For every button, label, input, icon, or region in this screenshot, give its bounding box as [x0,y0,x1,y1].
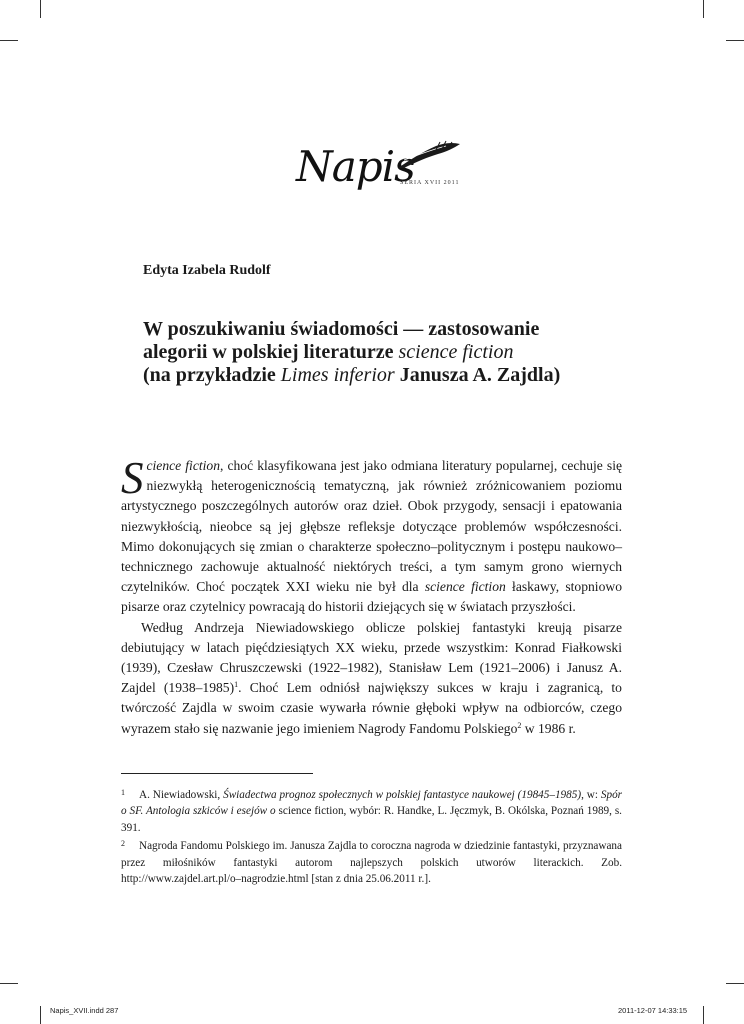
italic-term: cience fiction [146,458,221,473]
footnote-number: 2 [121,839,125,849]
footnote-1 [121,785,622,836]
slug-filename: Napis_XVII.indd 287 [50,1006,119,1015]
article-title [143,318,643,387]
drop-cap: S [121,453,144,503]
footnote-ref-2[interactable]: 2 [517,720,522,730]
crop-mark [703,0,704,18]
crop-mark [40,0,41,18]
footnote-text: science fiction, wybór: R. Handke, L. Jęczmyk, B. Okólska, Poznań 1989, s. 391. [121,805,622,834]
logo-wordmark: Napis [296,142,415,191]
paragraph-1 [121,453,622,618]
paragraph-text: . Choć Lem odniósł największy sukces w kraju i zagranicą, to twórczość Zajdla w swoim czasie wywarła równie głęboki wpływ na odbiorców, czego wyrazem stało się nazwanie jego imieniem Nagrody Fandomu Polskiego [121,680,622,736]
footnotes [121,785,622,887]
italic-term: science fiction [424,579,506,595]
footnote-number: 1 [121,788,125,797]
footnote-italic: Spór o SF. Antologia szkiców i esejów o [121,789,623,818]
article-body [121,453,622,739]
crop-mark [726,983,744,984]
footnote-divider [121,773,313,774]
paragraph-text: Według Andrzeja Niewiadowskiego oblicze polskiej fantastyki kreują pisarze debiutujący w latach pięćdziesiątych XX wieku, przede wszystkim: Konrad Fiałkowski (1939), Czesław Chruszczewski (1922–1982), Stanisław Lem (1921–2006) i Janusz A. Zajdel (1938–1985) [121,619,622,696]
title-italic-term: science fiction [398,341,514,363]
paragraph-2 [121,618,622,739]
author-name: Edyta Izabela Rudolf [143,263,271,278]
footnote-italic: Świadectwa prognoz społecznych w polskiej fantastyce naukowej (19845–1985) [223,789,582,801]
journal-logo [292,138,462,204]
crop-mark [0,983,18,984]
title-line-3-end: Janusza A. Zajdla) [394,364,561,386]
crop-mark [726,40,744,41]
crop-mark [40,1006,41,1024]
title-italic-work: Limes inferior [280,364,395,386]
crop-mark [703,1006,704,1024]
footnote-text: A. Niewiadowski, [139,789,224,801]
quill-icon [396,138,462,172]
paragraph-text: łaskawy, stopniowo pisarze oraz czytelnicy powracają do historii dziejących się w światach przyszłości. [121,579,622,615]
footnote-text: , w: [581,789,601,801]
crop-mark [0,40,18,41]
title-line-2: alegorii w polskiej literaturze [143,341,399,363]
title-line-1: W poszukiwaniu świadomości — zastosowanie [143,318,540,340]
footnote-ref-1[interactable]: 1 [234,680,239,690]
footnote-2 [121,836,622,887]
paragraph-text: w 1986 r. [521,720,576,736]
paragraph-text: , choć klasyfikowana jest jako odmiana literatury popularnej, cechuje się niezwykłą heterogenicznością tematyczną, jak również zróżnicowaniem poziomu artystycznego poszczególnych autorów oraz dzieł. Obok przygody, sensacji i epatowania niezwykłością, nieobce są jej głębsze refleksje dotyczące problemów współczesności. Mimo dokonujących się zmian o charakterze społeczno–politycznym i postępu naukowo–technicznego zachowuje aktualność niektórych treści, a tym samym grono wiernych czytelników. Choć początek XXI wieku nie był dla [121,458,622,595]
title-line-3: (na przykładzie [143,364,281,386]
footnote-text: Nagroda Fandomu Polskiego im. Janusza Zajdla to coroczna nagroda w dziedzinie fantastyki, przyznawana przez miłośników fantastyki autorom najlepszych polskich utworów literackich. Zob. http://www.zajdel.art.pl/o–nagrodzie.html [stan z dnia 25.06.2011 r.]. [121,840,622,886]
series-label: SERIA XVII 2011 [400,180,460,186]
slug-timestamp: 2011-12-07 14:33:15 [618,1006,688,1015]
